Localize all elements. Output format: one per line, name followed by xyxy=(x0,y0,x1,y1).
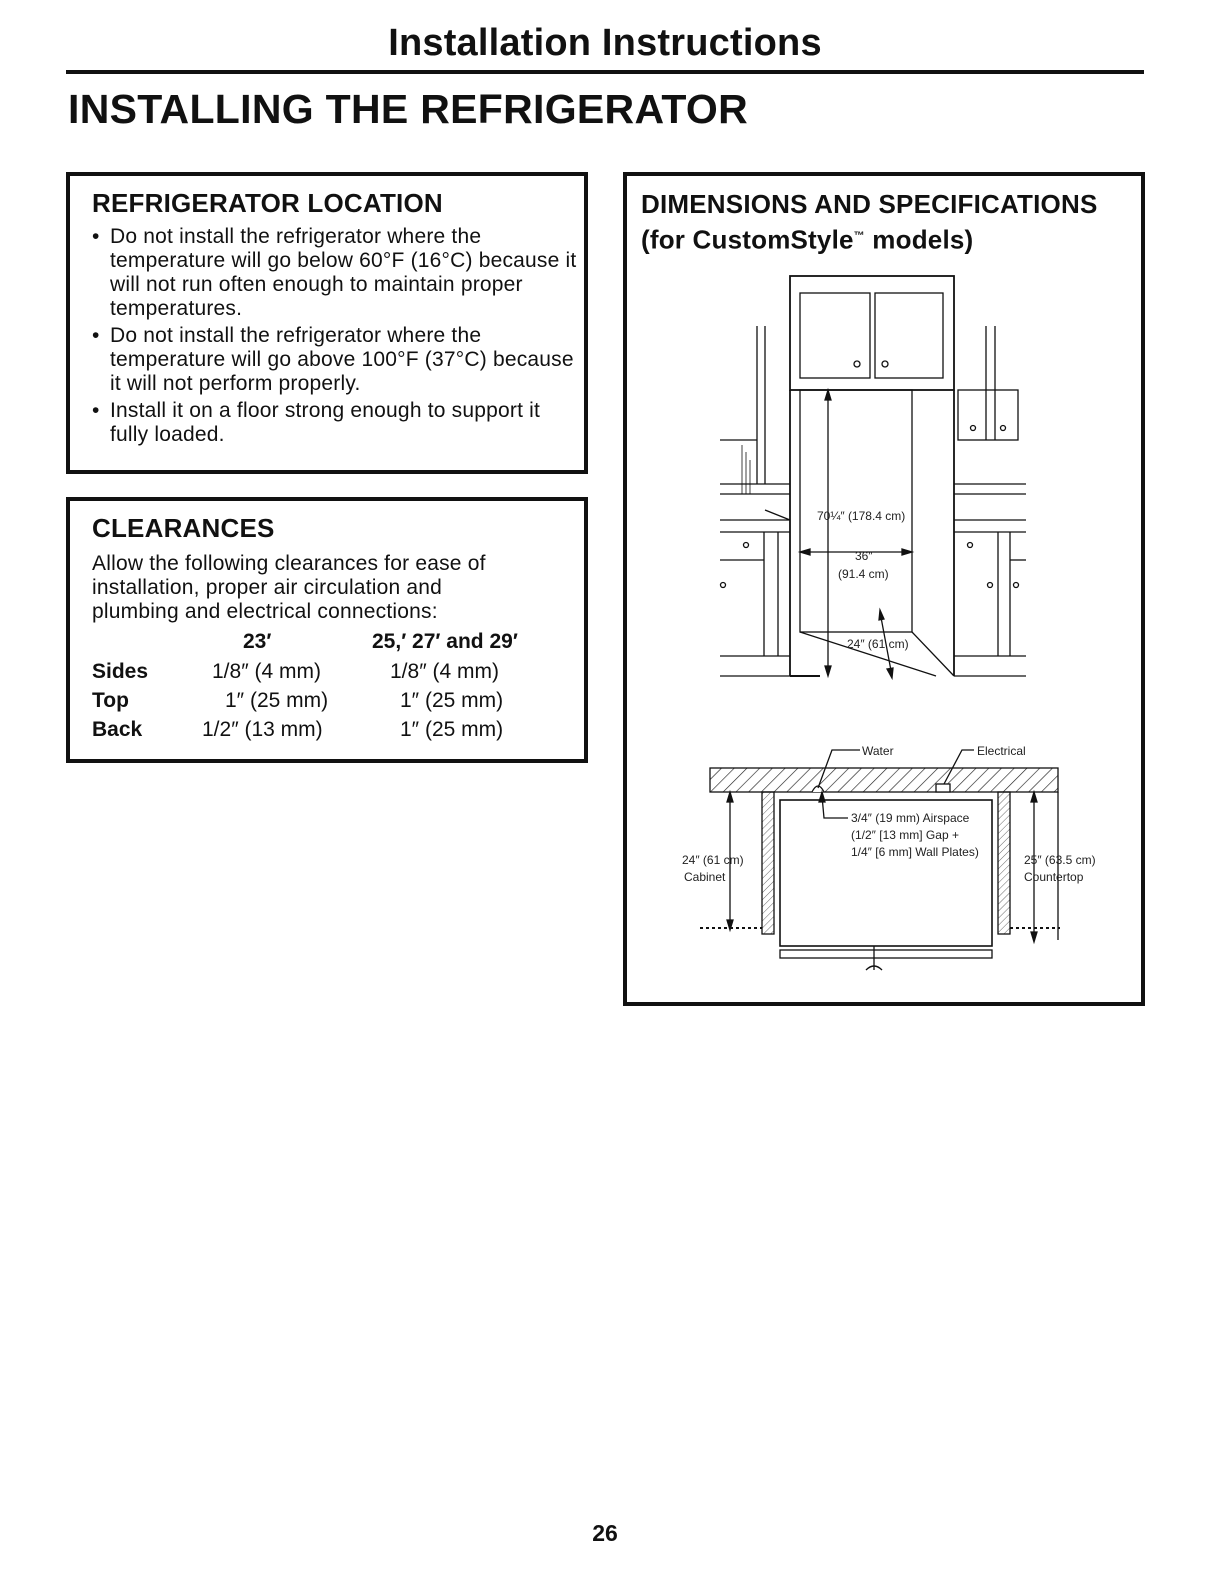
cabinet-label: Cabinet xyxy=(684,870,726,884)
dimensions-heading-suffix: models) xyxy=(864,224,974,255)
page-number: 26 xyxy=(592,1520,618,1546)
row-label: Back xyxy=(92,718,143,741)
row-label: Top xyxy=(92,689,129,712)
location-heading: REFRIGERATOR LOCATION xyxy=(92,188,443,218)
cabinet-depth-label: 24″ (61 cm) xyxy=(682,853,744,867)
airspace-wall-plates-label: 1/4″ [6 mm] Wall Plates) xyxy=(851,845,979,859)
table-cell: 1/8″ (4 mm) xyxy=(212,660,321,683)
depth-dimension-label: 24″ (61 cm) xyxy=(847,637,909,651)
column-header: 23′ xyxy=(243,630,272,653)
clearances-intro: Allow the following clearances for ease of installation, proper air circulation and plumbing and electrical connections: xyxy=(92,552,486,623)
table-cell: 1″ (25 mm) xyxy=(400,718,504,741)
dimensions-heading-prefix: (for CustomStyle xyxy=(641,224,854,255)
clearances-box xyxy=(66,497,588,763)
page-header-title: Installation Instructions xyxy=(388,22,822,64)
trademark-symbol: ™ xyxy=(853,230,865,242)
list-item: • Do not install the refrigerator where the temperature will go below 60°F (16°C) because it will not run often enough to maintain proper temperatures. xyxy=(92,225,584,321)
table-cell: 1/8″ (4 mm) xyxy=(390,660,499,683)
clearances-heading: CLEARANCES xyxy=(92,513,275,543)
dimensions-box xyxy=(623,172,1145,1006)
refrigerator-location-box xyxy=(66,172,588,474)
water-label: Water xyxy=(862,744,894,758)
airspace-gap-label: (1/2″ [13 mm] Gap + xyxy=(851,828,959,842)
table-cell: 1″ (25 mm) xyxy=(225,689,329,712)
list-item: • Do not install the refrigerator where the temperature will go above 100°F (37°C) because it will not perform properly. xyxy=(92,324,584,396)
list-item: • Install it on a floor strong enough to support it fully loaded. xyxy=(92,399,584,447)
width-dimension-label: 36″ xyxy=(855,549,873,563)
page-title: INSTALLING THE REFRIGERATOR xyxy=(68,86,749,132)
header-divider xyxy=(66,70,1144,74)
dimensions-heading xyxy=(641,188,1141,256)
row-label: Sides xyxy=(92,660,149,683)
location-bullet-list xyxy=(92,225,584,447)
dimensions-heading-line1: DIMENSIONS AND SPECIFICATIONS xyxy=(641,189,1098,219)
countertop-depth-label: 25″ (63.5 cm) xyxy=(1024,853,1096,867)
countertop-label: Countertop xyxy=(1024,870,1084,884)
width-dimension-metric: (91.4 cm) xyxy=(838,567,889,581)
clearances-table xyxy=(92,630,584,750)
airspace-label: 3/4″ (19 mm) Airspace xyxy=(851,811,970,825)
table-cell: 1/2″ (13 mm) xyxy=(202,718,323,741)
table-cell: 1″ (25 mm) xyxy=(400,689,504,712)
column-header: 25,′ 27′ and 29′ xyxy=(372,630,518,653)
height-dimension-label: 70¼″ (178.4 cm) xyxy=(817,509,906,523)
electrical-label: Electrical xyxy=(977,744,1026,758)
